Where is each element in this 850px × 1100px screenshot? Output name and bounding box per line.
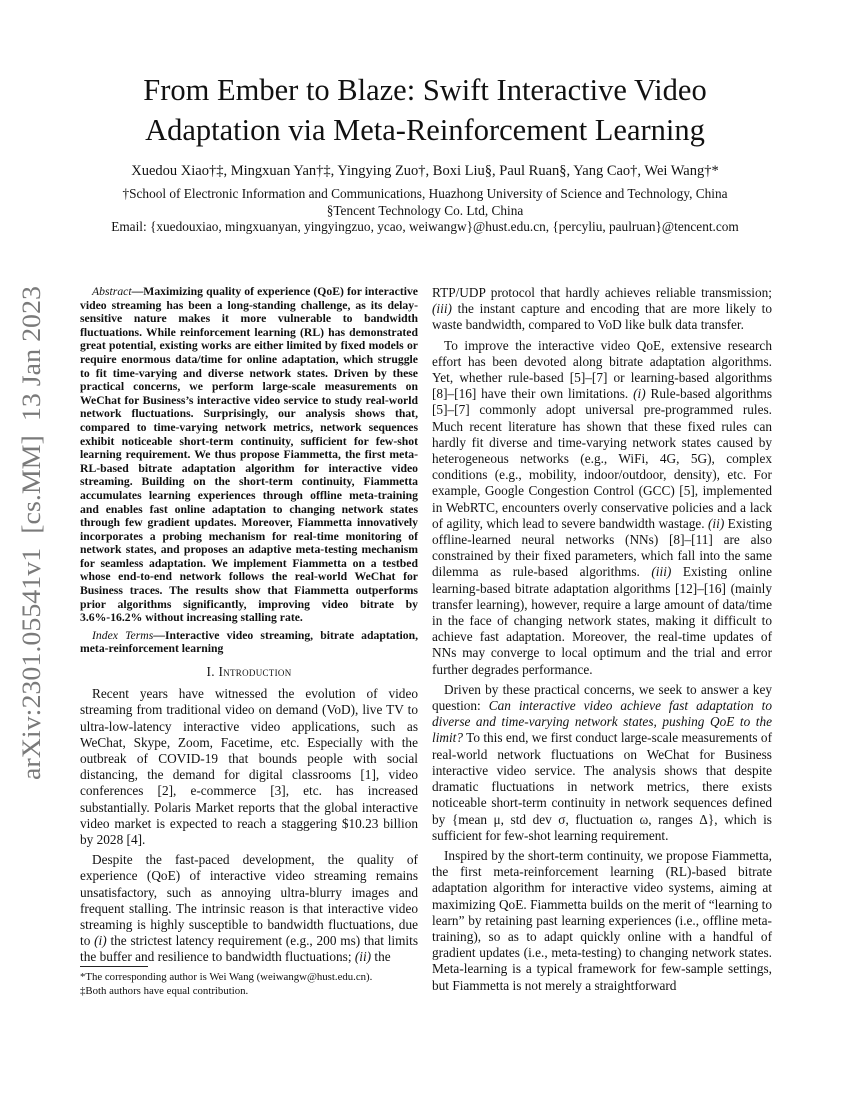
footnote-equal-contribution: ‡Both authors have equal contribution. bbox=[80, 985, 249, 997]
enum-i: (i) bbox=[633, 386, 646, 402]
intro-p2-text-a: Despite the fast-paced development, the quality of experience (QoE) of interactive video streaming remains unsatisfactory, such as annoying ultra-blurry images and frequent stalling. The intrinsic reason is that interactive video streaming is highly susceptible to bandwidth fluctuations, due to bbox=[80, 852, 418, 949]
index-terms-text: —Interactive video streaming, bitrate adaptation, meta-reinforcement learning bbox=[80, 628, 418, 656]
left-column bbox=[80, 285, 418, 970]
enum-i: (i) bbox=[94, 933, 107, 949]
intro-p2-text-b: the strictest latency requirement (e.g., 200 ms) that limits the buffer and resilience to bandwidth fluctuations; bbox=[80, 933, 418, 965]
email-line: Email: {xuedouxiao, mingxuanyan, yingyingzuo, ycao, weiwangw}@hust.edu.cn, {percyliu, paulruan}@tencent.com bbox=[111, 219, 739, 234]
abstract-label: Abstract bbox=[92, 285, 132, 298]
footnote-corresponding-author: *The corresponding author is Wei Wang (weiwangw@hust.edu.cn). bbox=[80, 971, 373, 983]
index-terms bbox=[80, 629, 418, 656]
arxiv-stamp bbox=[2, 282, 54, 782]
author-list: Xuedou Xiao†‡, Mingxuan Yan†‡, Yingying Zuo†, Boxi Liu§, Paul Ruan§, Yang Cao†, Wei Wang†* bbox=[131, 163, 719, 179]
intro-paragraph-1: Recent years have witnessed the evolution of video streaming from traditional video on demand (VoD), live TV to ultra-low-latency interactive video applications, such as WeChat, Skype, Zoom, Facetime, etc. Especially with the outbreak of COVID-19 that bounds people with social distancing, the demand for digital classrooms [1], video conferences [2], e-commerce [3], etc. has increased substantially. Polaris Market reports that the global interactive video market is expected to reach a staggering $10.23 billion by 2028 [4]. bbox=[80, 686, 418, 848]
arxiv-stamp-text: arXiv:2301.05541v1 [cs.MM] 13 Jan 2023 bbox=[16, 311, 46, 780]
right-p1-text-c: Existing offline-learned neural networks (NNs) [8]–[11] are also constrained by their fixed parameters, which fall into the same dilemma as rule-based algorithms. bbox=[432, 515, 772, 580]
right-p1-text-b: Rule-based algorithms [5]–[7] commonly adopt universal pre-programmed rules. Much recent literature has shown that these fixed rules can hardly fit diverse and time-varying network states caused by heterogeneous networks (e.g., WiFi, 4G, 5G), complex conditions (e.g., mobility, indoor/outdoor, density), etc. For example, Google Congestion Control (GCC) [5], implemented in WebRTC, encounters overly conservative policies and a lack of agility, which lead to severe bandwidth wastage. bbox=[432, 386, 773, 531]
enum-ii: (ii) bbox=[708, 515, 725, 531]
enum-iii: (iii) bbox=[432, 301, 452, 317]
paper-title bbox=[60, 70, 790, 150]
abstract bbox=[80, 285, 418, 625]
title-line-1: From Ember to Blaze: Swift Interactive Video bbox=[143, 73, 707, 107]
key-question: Can interactive video achieve fast adaptation to diverse and time-varying network states, pushing QoE to the limit? bbox=[432, 698, 772, 746]
right-column bbox=[432, 285, 772, 998]
intro-p2-text-c: the bbox=[371, 949, 391, 965]
affiliation-tencent: §Tencent Technology Co. Ltd, China bbox=[326, 203, 524, 218]
intro-paragraph-2 bbox=[80, 852, 418, 965]
index-terms-label: Index Terms bbox=[92, 628, 154, 642]
right-paragraph-0 bbox=[432, 285, 772, 334]
section-heading-introduction: I. Introduction bbox=[206, 664, 292, 680]
right-paragraph-2 bbox=[432, 682, 772, 844]
right-p0-text-b: the instant capture and encoding that are more likely to waste bandwidth, compared to VoD like bulk data transfer. bbox=[432, 301, 772, 333]
right-p2-text-b: To this end, we first conduct large-scale measurements of real-world network fluctuations on WeChat for Business interactive video service. The analysis shows that despite dramatic fluctuations in network metrics, there exists noticeable short-term continuity in network sequences defined by {mean μ, std dev σ, fluctuation ω, ranges Δ}, which is sufficient for few-shot learning requirement. bbox=[432, 730, 772, 843]
right-p0-text-a: RTP/UDP protocol that hardly achieves reliable transmission; bbox=[432, 285, 772, 300]
right-p2-text-a: Driven by these practical concerns, we seek to answer a key question: bbox=[432, 681, 772, 714]
right-paragraph-1 bbox=[432, 338, 772, 678]
abstract-text: —Maximizing quality of experience (QoE) for interactive video streaming has been a long-standing challenge, as its delay-sensitive nature makes it more vulnerable to bandwidth fluctuations. While reinforcement learning (RL) has demonstrated great potential, existing works are either limited by fixed models or require enormous data/time for online adaptation, which struggle to fit time-varying and diverse network states. Driven by these practical concerns, we perform large-scale measurements on WeChat for Business’s interactive video service to study real-world network fluctuations. Surprisingly, our analysis shows that, compared to time-varying network metrics, network sequences exhibit noticeable short-term continuity, sufficient for few-shot learning requirement. We thus propose Fiammetta, the first meta-RL-based bitrate adaptation algorithm for interactive video streaming. Building on the short-term continuity, Fiammetta accumulates learning experiences through offline meta-training and enables fast online adaptation to changing network states through few gradient updates. Moreover, Fiammetta innovatively incorporates a probing mechanism for real-time monitoring of network states, and proposes an adaptive meta-testing mechanism for seamless adaptation. We implement Fiammetta on a testbed whose end-to-end network follows the real-world WeChat for Business traces. The results show that Fiammetta outperforms prior algorithms significantly, improving video bitrate by 3.6%-16.2% without increasing stalling rate. bbox=[80, 285, 418, 625]
affiliation-hust: †School of Electronic Information and Communications, Huazhong University of Science and Technology, China bbox=[122, 186, 728, 201]
right-p1-text-d: Existing online learning-based bitrate adaptation algorithms [12]–[16] (mainly transfer learning), however, require a large amount of data/time in the face of changing network states, making it difficult to achieve fast adaptation. Moreover, the real-time updates of NNs may converge to local optimum and the trial and error further degrades performance. bbox=[432, 564, 772, 677]
right-paragraph-3: Inspired by the short-term continuity, we propose Fiammetta, the first meta-reinforcement learning (RL)-based bitrate adaptation algorithm for interactive video systems, aiming at maximizing QoE. Fiammetta builds on the merit of “learning to learn” by retaining past learning experiences (i.e., offline meta-training), so as to adapt quickly online with a handful of gradient updates (i.e., meta-testing) to changing network states. Meta-learning is a typical framework for few-sample settings, but Fiammetta is not merely a straightforward bbox=[432, 847, 772, 993]
enum-ii: (ii) bbox=[354, 949, 372, 965]
title-line-2: Adaptation via Meta-Reinforcement Learning bbox=[145, 113, 705, 147]
footnote-rule bbox=[80, 966, 148, 967]
enum-iii: (iii) bbox=[651, 564, 672, 580]
right-p1-text-a: To improve the interactive video QoE, extensive research effort has been devoted along bitrate adaptation algorithms. Yet, whether rule-based [5]–[7] or learning-based algorithms [8]–[16] have their own limitations. bbox=[432, 337, 772, 402]
